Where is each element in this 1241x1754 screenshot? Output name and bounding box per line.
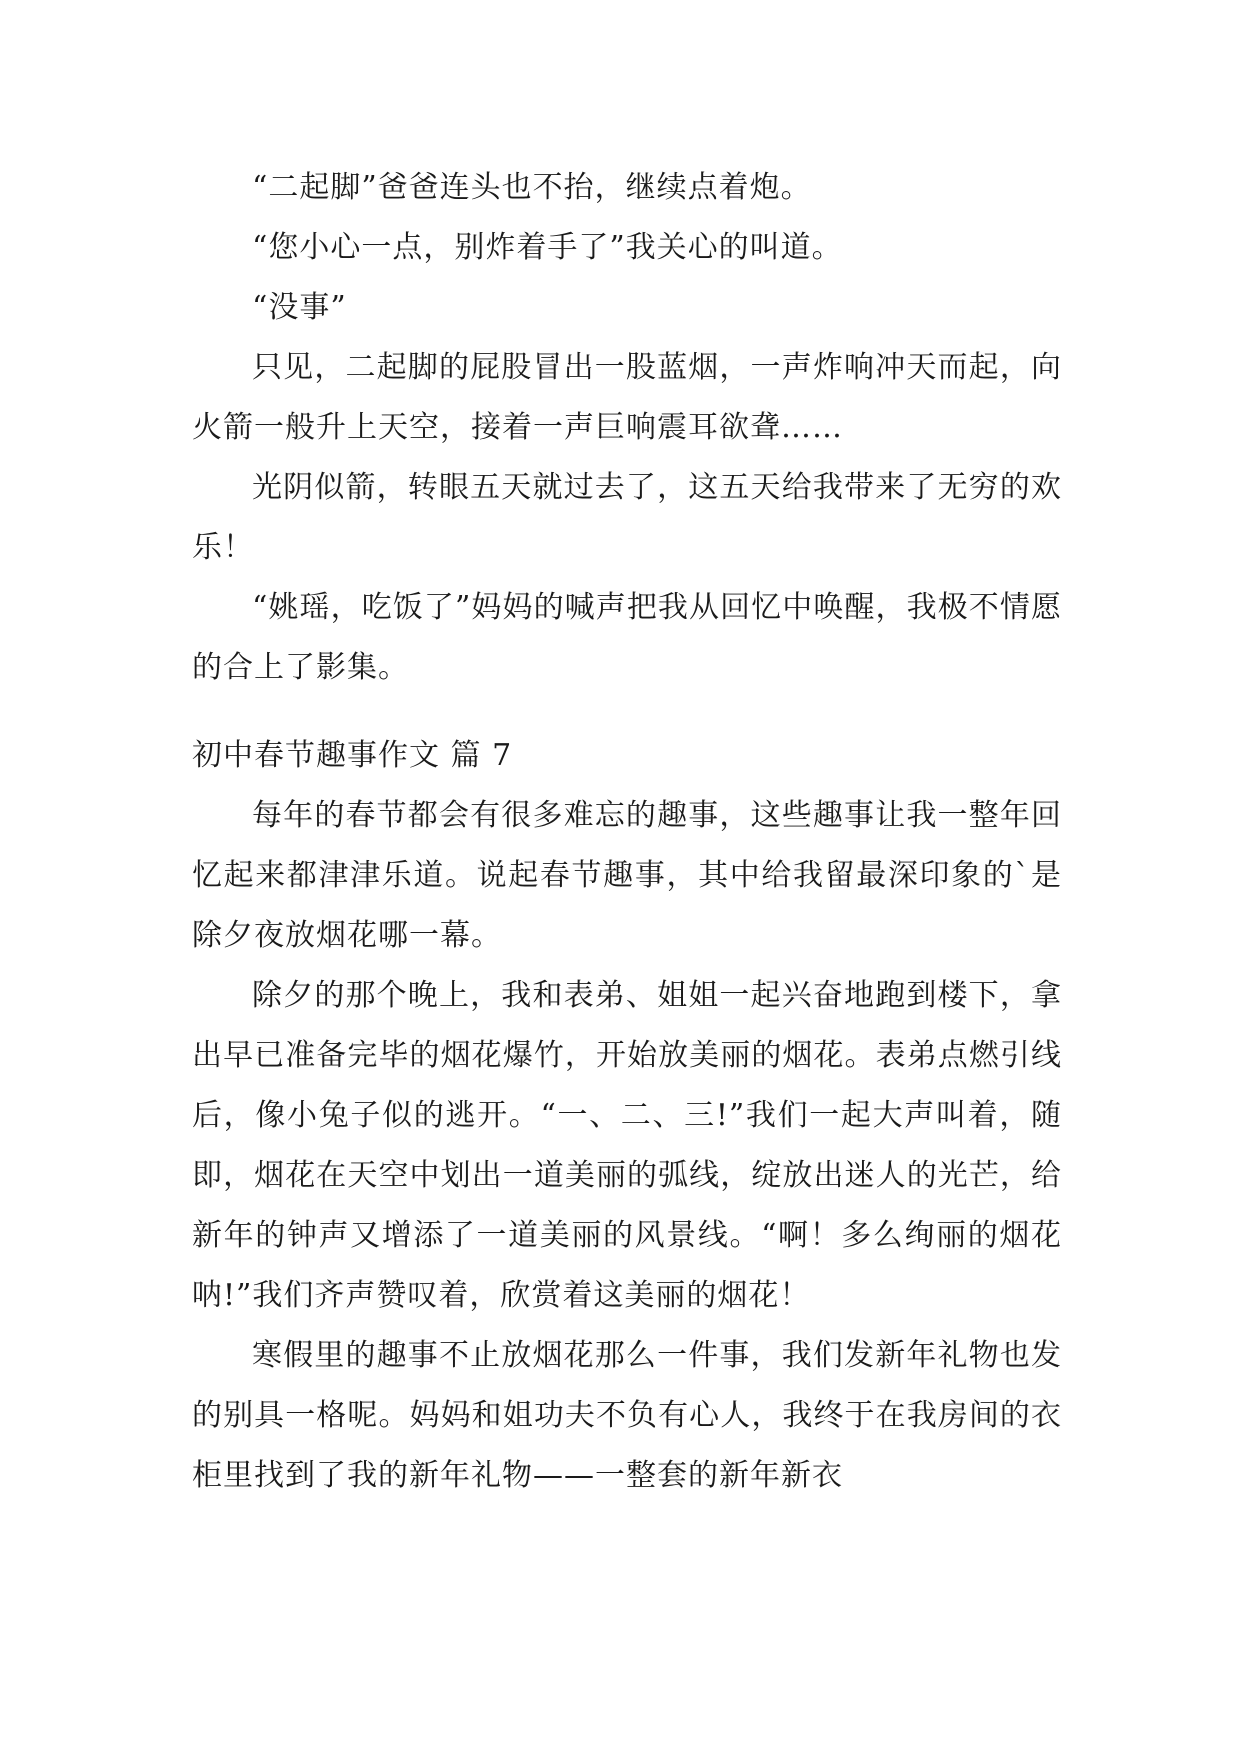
paragraph: 除夕的那个晚上，我和表弟、姐姐一起兴奋地跑到楼下，拿出早已准备完毕的烟花爆竹，开始放美丽的烟花。表弟点燃引线后，像小兔子似的逃开。“一、二、三!”我们一起大声叫着，随即，烟花在天空中划出一道美丽的弧线，绽放出迷人的光芒，给新年的钟声又增添了一道美丽的风景线。“啊！多么绚丽的烟花呐!”我们齐声赞叹着，欣赏着这美丽的烟花！ <box>192 978 1062 1313</box>
paragraph: 每年的春节都会有很多难忘的趣事，这些趣事让我一整年回忆起来都津津乐道。说起春节趣事，其中给我留最深印象的`是除夕夜放烟花哪一幕。 <box>192 798 1062 953</box>
paragraph: 光阴似箭，转眼五天就过去了，这五天给我带来了无穷的欢乐！ <box>192 470 1062 565</box>
paragraph: “没事” <box>252 290 347 325</box>
paragraph: “二起脚”爸爸连头也不抬，继续点着炮。 <box>252 170 812 205</box>
paragraph: 寒假里的趣事不止放烟花那么一件事，我们发新年礼物也发的别具一格呢。妈妈和姐功夫不负有心人，我终于在我房间的衣柜里找到了我的新年礼物——一整套的新年新衣 <box>192 1338 1062 1493</box>
document-body <box>192 158 1062 1506</box>
paragraph: “您小心一点，别炸着手了”我关心的叫道。 <box>252 230 843 265</box>
paragraph: “姚瑶，吃饭了”妈妈的喊声把我从回忆中唤醒，我极不情愿的合上了影集。 <box>192 590 1062 685</box>
section-heading: 初中春节趣事作文 篇 7 <box>192 738 513 773</box>
paragraph: 只见，二起脚的屁股冒出一股蓝烟，一声炸响冲天而起，向火箭一般升上天空，接着一声巨响震耳欲聋…… <box>192 350 1062 445</box>
